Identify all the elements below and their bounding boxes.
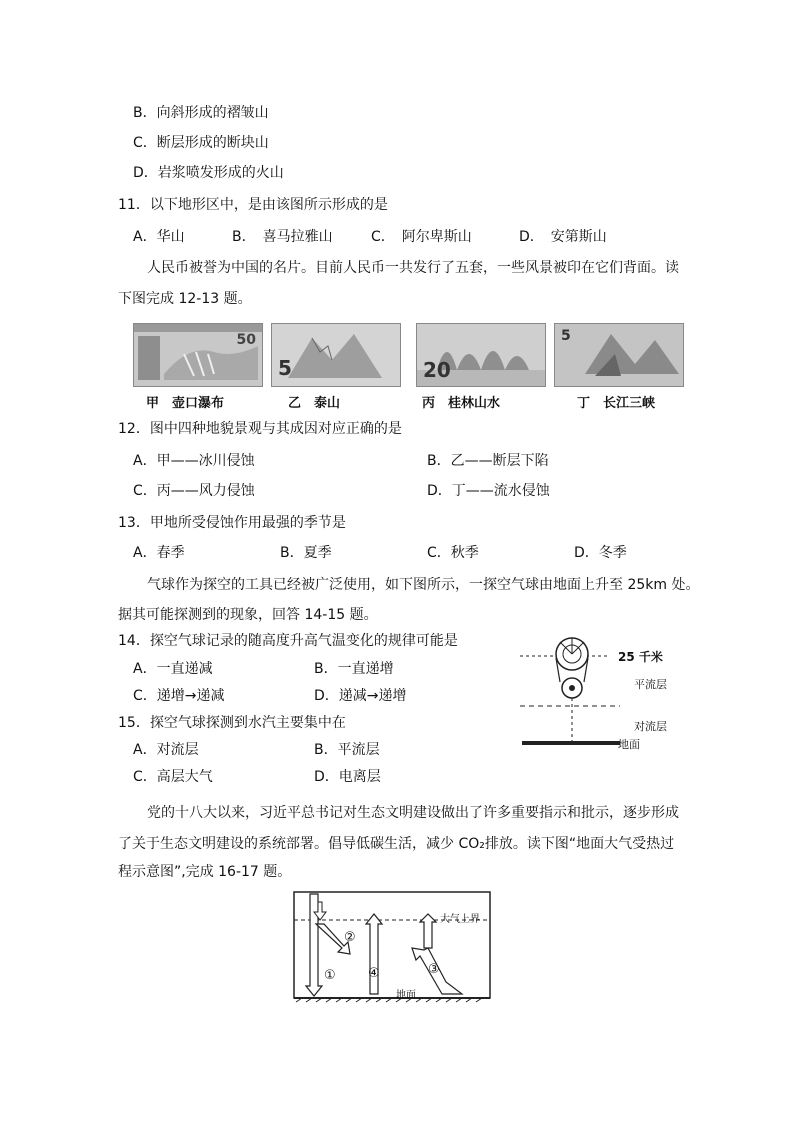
banknote-jia-caption: 甲 壶口瀑布 — [146, 396, 225, 411]
atmosphere-heating-figure — [292, 890, 492, 1010]
banknote-ding-caption: 丁 长江三峡 — [577, 396, 656, 411]
banknote-bing-denomination: 20 — [423, 358, 451, 382]
heat-ground-label: 地面 — [396, 990, 416, 1001]
q11-option-b: B． 喜马拉雅山 — [232, 229, 333, 245]
q11-option-d: D． 安第斯山 — [519, 229, 607, 245]
passage-balloon-line2: 据其可能探测到的现象，回答 14-15 题。 — [118, 607, 378, 623]
q13-option-b: B．夏季 — [280, 545, 332, 561]
balloon-figure — [500, 632, 710, 762]
q11-option-a: A．华山 — [133, 229, 185, 245]
passage-eco-line2: 了关于生态文明建设的系统部署。倡导低碳生活，减少 CO₂排放。读下图“地面大气受热过 — [118, 836, 675, 852]
q14-option-d: D．递减→递增 — [314, 688, 407, 704]
q11-stem: 11．以下地形区中，是由该图所示形成的是 — [118, 197, 388, 213]
banknote-yi-image — [271, 323, 401, 387]
mark-3: ③ — [428, 962, 440, 977]
passage-eco-line1: 党的十八大以来，习近平总书记对生态文明建设做出了许多重要指示和批示，逐步形成 — [147, 805, 679, 821]
passage-eco-line3: 程示意图”,完成 16-17 题。 — [118, 864, 292, 880]
passage-money-line1: 人民币被誉为中国的名片。目前人民币一共发行了五套，一些风景被印在它们背面。读 — [147, 260, 679, 276]
q11-option-c: C． 阿尔卑斯山 — [371, 229, 472, 245]
q13-option-d: D．冬季 — [574, 545, 627, 561]
banknote-bing-image — [416, 323, 546, 387]
q14-option-b: B．一直递增 — [314, 661, 394, 677]
passage-balloon-line1: 气球作为探空的工具已经被广泛使用，如下图所示，一探空气球由地面上升至 25km 处。 — [147, 577, 700, 593]
q12-option-b: B．乙——断层下陷 — [427, 453, 549, 469]
banknote-jia-image — [133, 323, 263, 387]
q12-stem: 12．图中四种地貌景观与其成因对应正确的是 — [118, 421, 402, 437]
q13-stem: 13．甲地所受侵蚀作用最强的季节是 — [118, 515, 346, 531]
mark-2: ② — [344, 930, 356, 945]
banknote-jia-denomination: 50 — [236, 332, 256, 348]
q14-stem: 14．探空气球记录的随高度升高气温变化的规律可能是 — [118, 633, 458, 649]
balloon-height-label: 25 千米 — [618, 650, 663, 664]
q10-option-c: C．断层形成的断块山 — [133, 135, 269, 151]
mark-4: ④ — [368, 966, 380, 981]
mark-1: ① — [324, 968, 336, 983]
atmosphere-top-label: 大气上界 — [440, 914, 480, 925]
q13-option-c: C．秋季 — [427, 545, 479, 561]
q15-option-d: D．电离层 — [314, 769, 381, 785]
q14-option-a: A．一直递减 — [133, 661, 213, 677]
banknote-bing-caption: 丙 桂林山水 — [422, 396, 501, 411]
stratosphere-label: 平流层 — [634, 678, 667, 691]
q10-option-d: D．岩浆喷发形成的火山 — [133, 165, 284, 181]
balloon-diagram-icon — [500, 632, 710, 762]
heating-process-diagram-icon — [292, 890, 492, 1010]
q13-option-a: A．春季 — [133, 545, 185, 561]
banknote-ding-image — [554, 323, 684, 387]
q14-option-c: C．递增→递减 — [133, 688, 225, 704]
banknote-yi-caption: 乙 泰山 — [288, 396, 341, 411]
q12-option-a: A．甲——冰川侵蚀 — [133, 453, 255, 469]
banknote-ding-denomination: 5 — [561, 328, 571, 344]
q12-option-d: D．丁——流水侵蚀 — [427, 483, 550, 499]
gorge-scene-icon — [555, 324, 683, 386]
banknote-yi-denomination: 5 — [278, 356, 292, 380]
q15-option-a: A．对流层 — [133, 742, 199, 758]
q10-option-b: B．向斜形成的褶皱山 — [133, 105, 269, 121]
ground-label: 地面 — [618, 738, 640, 751]
passage-money-line2: 下图完成 12-13 题。 — [118, 291, 252, 307]
q15-option-b: B．平流层 — [314, 742, 380, 758]
q15-option-c: C．高层大气 — [133, 769, 213, 785]
q12-option-c: C．丙——风力侵蚀 — [133, 483, 255, 499]
q15-stem: 15．探空气球探测到水汽主要集中在 — [118, 715, 346, 731]
troposphere-label: 对流层 — [634, 720, 667, 733]
